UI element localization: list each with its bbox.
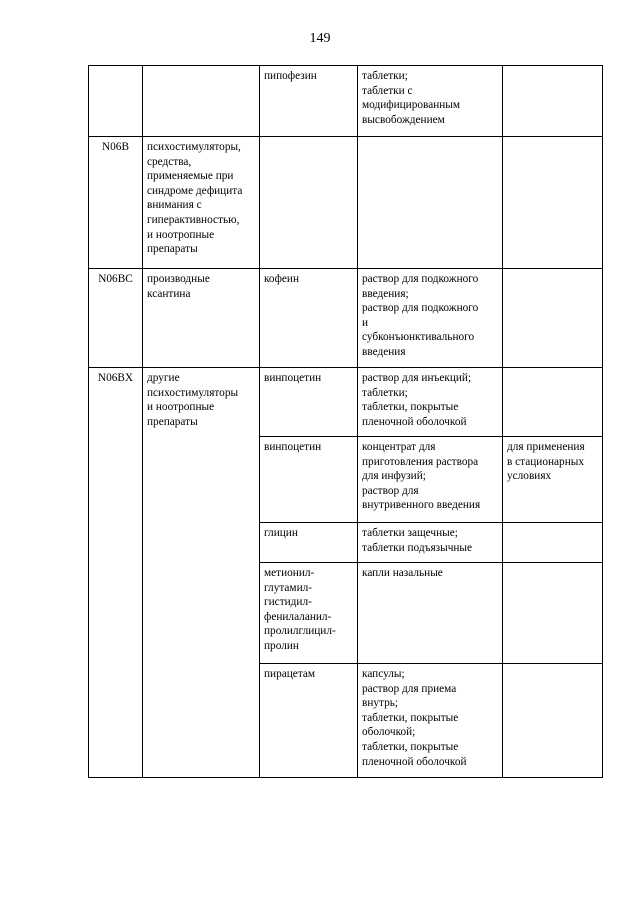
drug-name: гистидил- — [264, 596, 312, 609]
form-line: концентрат для — [362, 441, 436, 453]
atc-code-cell: N06BX — [89, 368, 143, 778]
forms-cell — [358, 437, 503, 523]
table-row — [89, 269, 603, 368]
atc-code-cell — [89, 66, 143, 137]
form-line: раствор для подкожного — [362, 302, 479, 315]
drug-cell — [260, 523, 358, 563]
table-row — [89, 66, 603, 137]
form-line: пленочной оболочкой — [362, 755, 467, 768]
form-line: пленочной оболочкой — [362, 415, 467, 428]
group-line: средства, — [147, 155, 192, 168]
drug-cell — [260, 269, 358, 368]
form-line: раствор для — [362, 484, 419, 497]
drug-name: пирацетам — [264, 668, 316, 680]
form-line: и — [362, 316, 369, 329]
group-cell — [143, 269, 260, 368]
drug-cell — [260, 563, 358, 664]
note-cell — [503, 137, 603, 269]
group-line: препараты — [147, 243, 198, 256]
group-line: производные — [147, 273, 210, 285]
forms-cell — [358, 269, 503, 368]
form-line: введения; — [362, 287, 409, 300]
drug-name: пролилглицил- — [264, 625, 336, 638]
note-cell — [503, 66, 603, 137]
note-line: в стационарных — [507, 455, 584, 468]
drug-name: фенилаланил- — [264, 610, 332, 623]
note-line: для применения — [507, 441, 585, 453]
form-line: таблетки подъязычные — [362, 541, 473, 554]
form-line: таблетки; — [362, 70, 408, 82]
forms-cell — [358, 368, 503, 437]
forms-cell — [358, 66, 503, 137]
group-line: гиперактивностью, — [147, 213, 240, 226]
note-line: условиях — [507, 470, 552, 483]
note-cell — [503, 368, 603, 437]
note-cell — [503, 437, 603, 523]
form-line: таблетки, покрытые — [362, 401, 459, 414]
form-line: приготовления раствора — [362, 455, 479, 468]
atc-code-cell: N06B — [89, 137, 143, 269]
form-line: раствор для подкожного — [362, 273, 479, 285]
drug-name: винпоцетин — [264, 372, 322, 384]
group-line: препараты — [147, 415, 198, 428]
forms-cell — [358, 563, 503, 664]
drug-cell — [260, 368, 358, 437]
drug-cell — [260, 664, 358, 778]
form-line: высвобождением — [362, 113, 445, 126]
note-cell — [503, 523, 603, 563]
form-line: оболочкой; — [362, 726, 416, 739]
form-line: капсулы; — [362, 668, 405, 680]
atc-code-cell: N06BC — [89, 269, 143, 368]
form-line: капли назальные — [362, 567, 443, 579]
form-line: внутривенного введения — [362, 499, 481, 512]
forms-cell — [358, 137, 503, 269]
drug-name: винпоцетин — [264, 441, 322, 453]
note-cell — [503, 563, 603, 664]
group-line: психостимуляторы, — [147, 141, 241, 153]
drug-cell — [260, 437, 358, 523]
form-line: таблетки; — [362, 386, 408, 399]
form-line: раствор для инъекций; — [362, 372, 472, 384]
drug-name: пипофезин — [264, 70, 317, 82]
drug-name: глутамил- — [264, 581, 313, 594]
drug-name: глицин — [264, 527, 298, 539]
form-line: внутрь; — [362, 697, 399, 710]
group-line: и ноотропные — [147, 401, 215, 414]
note-cell — [503, 664, 603, 778]
page-number: 149 — [309, 31, 331, 46]
group-line: синдроме дефицита — [147, 184, 243, 197]
table-row — [89, 368, 603, 437]
drug-table — [88, 65, 603, 778]
drug-cell — [260, 137, 358, 269]
form-line: таблетки, покрытые — [362, 740, 459, 753]
group-line: и ноотропные — [147, 228, 215, 241]
group-cell — [143, 66, 260, 137]
form-line: введения — [362, 345, 406, 358]
group-line: внимания с — [147, 199, 202, 212]
drug-name: пролин — [264, 639, 299, 652]
table-row — [89, 137, 603, 269]
group-cell — [143, 137, 260, 269]
form-line: модифицированным — [362, 99, 461, 112]
group-line: применяемые при — [147, 170, 234, 183]
group-line: другие — [147, 372, 180, 384]
form-line: субконъюнктивального — [362, 331, 475, 344]
drug-name: кофеин — [264, 273, 299, 285]
form-line: таблетки защечные; — [362, 527, 458, 539]
forms-cell — [358, 523, 503, 563]
form-line: раствор для приема — [362, 682, 457, 695]
group-line: психостимуляторы — [147, 386, 239, 399]
forms-cell — [358, 664, 503, 778]
group-cell — [143, 368, 260, 778]
drug-cell — [260, 66, 358, 137]
form-line: таблетки, покрытые — [362, 711, 459, 724]
drug-name: метионил- — [264, 567, 315, 579]
form-line: для инфузий; — [362, 470, 426, 483]
form-line: таблетки с — [362, 84, 413, 97]
note-cell — [503, 269, 603, 368]
group-line: ксантина — [147, 287, 191, 300]
